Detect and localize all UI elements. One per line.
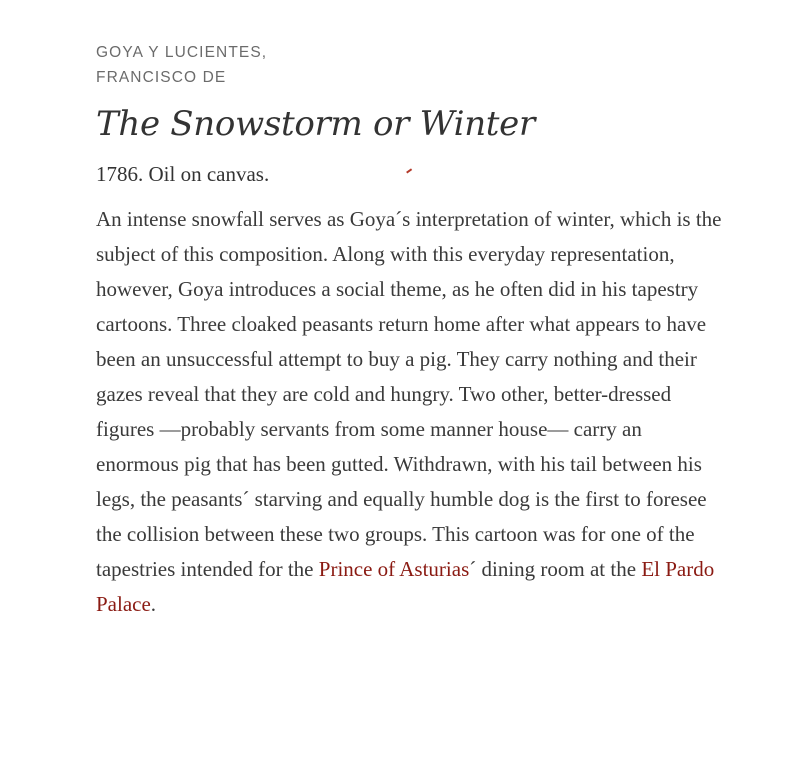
artist-name [96,40,356,90]
artist-name-line1: GOYA Y LUCIENTES, [96,44,268,61]
artwork-meta [96,160,736,188]
description-text-2: ´ dining room at the [469,557,642,581]
description-text: An intense snowfall serves as Goya´s interpretation of winter, which is the subject of this composition. Along with this everyday representation, however, Goya introduces a social theme, as he often did in his tapestry cartoons. Three cloaked peasants return home after what appears to have been an unsuccessful attempt to buy a pig. They carry nothing and their gazes reveal that they are cold and hungry. Two other, better-dressed figures —probably servants from some manner house— carry an enormous pig that has been gutted. Withdrawn, with his tail between his legs, the peasants´ starving and equally humble dog is the first to foresee the collision between these two groups. This cartoon was for one of the tapestries intended for the [96,207,722,581]
artwork-detail [96,40,736,622]
description-end: . [150,592,157,616]
artwork-date-medium: 1786. Oil on canvas. [96,162,270,186]
prince-of-asturias-link[interactable]: Prince of Asturias [318,557,470,581]
artwork-title: The Snowstorm or Winter [96,104,535,144]
artist-name-line2: FRANCISCO DE [96,69,227,86]
el-pardo-palace-link[interactable]: El Pardo Palace [96,557,715,616]
accent-mark [406,168,412,173]
artwork-description [96,202,726,622]
